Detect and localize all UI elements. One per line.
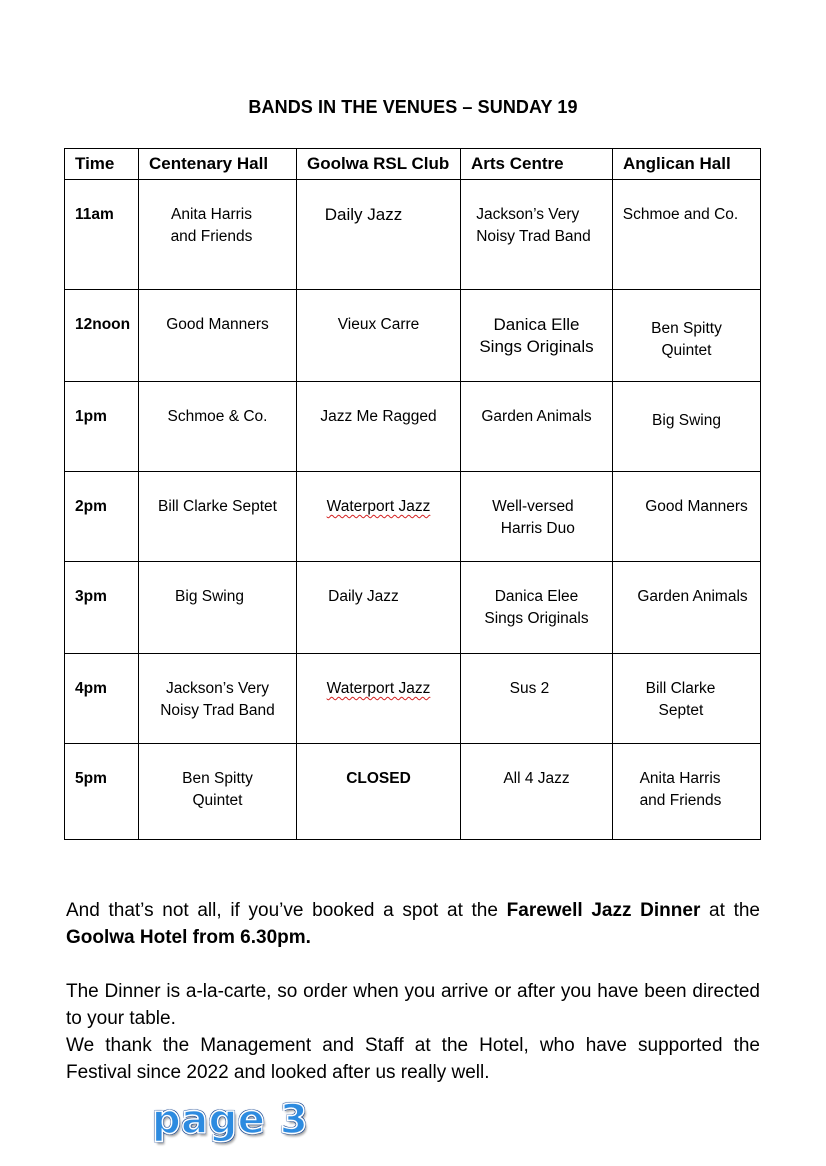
time-cell: 1pm xyxy=(65,382,139,472)
band-line: Noisy Trad Band xyxy=(160,702,275,719)
band-cell xyxy=(297,562,461,654)
band-line: Daily Jazz xyxy=(324,205,403,224)
band-line: Schmoe and Co. xyxy=(622,206,739,223)
band-line: Anita Harris xyxy=(171,206,252,223)
band-cell xyxy=(613,744,761,840)
band-line: Big Swing xyxy=(175,588,244,605)
band-line: Noisy Trad Band xyxy=(476,228,591,245)
band-line: Waterport Jazz xyxy=(326,498,431,515)
band-line: Garden Animals xyxy=(481,408,592,425)
band-cell xyxy=(613,654,761,744)
time-cell: 11am xyxy=(65,180,139,290)
time-cell: 3pm xyxy=(65,562,139,654)
table-row xyxy=(65,744,761,840)
event-venue-time: Goolwa Hotel from 6.30pm. xyxy=(66,927,311,948)
header-centenary-hall: Centenary Hall xyxy=(139,149,297,180)
band-cell xyxy=(297,180,461,290)
band-line: Ben Spitty xyxy=(651,320,722,337)
paragraph-text: at the xyxy=(700,900,760,921)
band-line: Bill Clarke Septet xyxy=(158,498,277,515)
time-cell: 4pm xyxy=(65,654,139,744)
band-line: Harris Duo xyxy=(500,520,575,537)
event-name: Farewell Jazz Dinner xyxy=(506,900,701,921)
band-line: Quintet xyxy=(661,342,712,359)
time-cell: 5pm xyxy=(65,744,139,840)
venue-schedule-table xyxy=(64,148,761,840)
band-cell xyxy=(139,654,297,744)
band-cell xyxy=(139,562,297,654)
band-cell xyxy=(139,180,297,290)
band-cell xyxy=(297,290,461,382)
band-line: Good Manners xyxy=(166,316,269,333)
band-line: Sings Originals xyxy=(484,610,589,627)
band-line: Anita Harris xyxy=(639,770,721,787)
header-goolwa-rsl-club: Goolwa RSL Club xyxy=(297,149,461,180)
band-cell xyxy=(297,382,461,472)
time-cell: 2pm xyxy=(65,472,139,562)
band-cell xyxy=(613,180,761,290)
band-line: Septet xyxy=(658,702,704,719)
band-line: All 4 Jazz xyxy=(503,770,570,787)
band-line: Danica Elle xyxy=(493,315,580,334)
band-line: Vieux Carre xyxy=(337,316,420,333)
band-line: and Friends xyxy=(639,792,722,809)
band-line: Quintet xyxy=(192,792,243,809)
body-text xyxy=(66,897,760,1086)
band-cell xyxy=(139,382,297,472)
thanks-paragraph: We thank the Management and Staff at the Hotel, who have supported the Festival since 2022 and looked after us really well. xyxy=(66,1035,760,1083)
band-line: Waterport Jazz xyxy=(326,680,431,697)
band-line: Jackson’s Very xyxy=(165,680,270,697)
band-line: Jazz Me Ragged xyxy=(320,408,437,425)
table-header-row xyxy=(65,149,761,180)
band-cell xyxy=(139,472,297,562)
band-cell xyxy=(297,654,461,744)
band-cell xyxy=(461,382,613,472)
band-line: Jackson’s Very xyxy=(476,206,580,223)
time-cell: 12noon xyxy=(65,290,139,382)
table-row xyxy=(65,290,761,382)
table-row xyxy=(65,654,761,744)
band-cell xyxy=(461,180,613,290)
dinner-info-paragraph: The Dinner is a-la-carte, so order when you arrive or after you have been directed to your table. xyxy=(66,981,760,1029)
page-number-badge: page 3 xyxy=(152,1097,309,1143)
page-title: BANDS IN THE VENUES – SUNDAY 19 xyxy=(248,97,578,117)
band-cell xyxy=(297,744,461,840)
band-line: Well-versed xyxy=(492,498,574,515)
band-cell xyxy=(461,562,613,654)
band-cell xyxy=(461,744,613,840)
header-arts-centre: Arts Centre xyxy=(461,149,613,180)
table-row xyxy=(65,562,761,654)
band-line: Schmoe & Co. xyxy=(167,408,268,425)
header-time: Time xyxy=(65,149,139,180)
header-anglican-hall: Anglican Hall xyxy=(613,149,761,180)
band-line: Danica Elee xyxy=(494,588,579,605)
band-line: Garden Animals xyxy=(637,588,748,605)
band-cell xyxy=(613,562,761,654)
table-row xyxy=(65,180,761,290)
band-line: Ben Spitty xyxy=(182,770,253,787)
table-row xyxy=(65,382,761,472)
band-line: Daily Jazz xyxy=(328,588,399,605)
band-line: Good Manners xyxy=(645,498,748,515)
band-cell xyxy=(613,472,761,562)
farewell-dinner-paragraph xyxy=(66,897,760,951)
band-cell xyxy=(461,290,613,382)
band-cell xyxy=(139,744,297,840)
band-cell xyxy=(461,472,613,562)
band-cell xyxy=(139,290,297,382)
band-line: and Friends xyxy=(170,228,253,245)
band-line: Sings Originals xyxy=(479,337,594,356)
band-cell xyxy=(613,290,761,382)
band-line: CLOSED xyxy=(346,770,411,787)
band-line: Bill Clarke xyxy=(645,680,716,697)
band-line: Sus 2 xyxy=(509,680,550,697)
band-cell xyxy=(461,654,613,744)
band-cell xyxy=(613,382,761,472)
band-line: Big Swing xyxy=(652,412,721,429)
band-cell xyxy=(297,472,461,562)
table-row xyxy=(65,472,761,562)
paragraph-text: And that’s not all, if you’ve booked a spot at the xyxy=(66,900,507,921)
